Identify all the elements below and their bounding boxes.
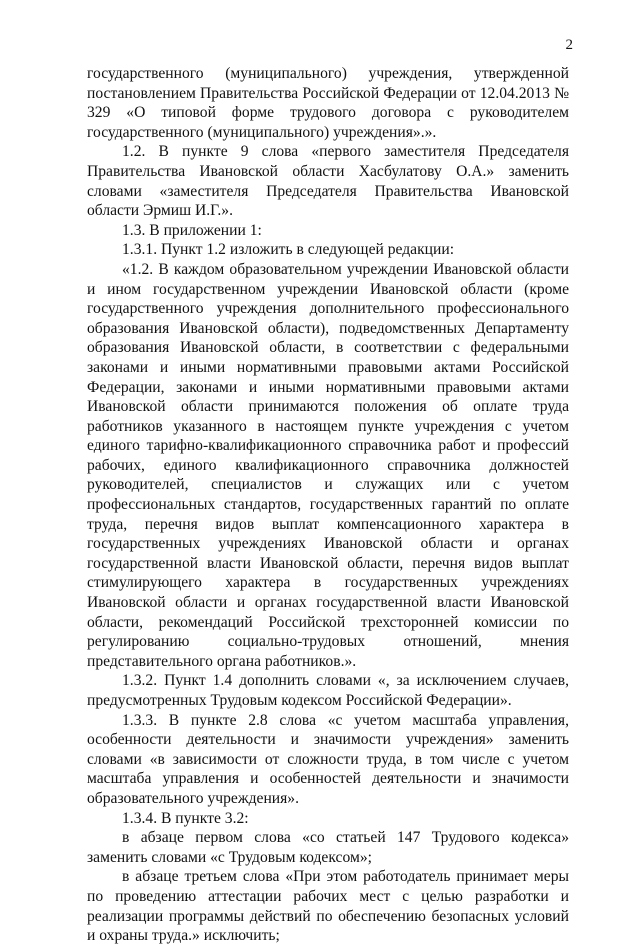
paragraph-intro: государственного (муниципального) учреждения, утвержденной постановлением Правительства Российской Федерации от 12.04.2013 № 329 «О типовой форме трудового договора с руководителем государственного (муниципального) учреждения».». xyxy=(87,65,569,141)
page-number: 2 xyxy=(565,37,573,53)
paragraph-abzac-1: в абзаце первом слова «со статьей 147 Трудового кодекса» заменить словами «с Трудовым кодексом»; xyxy=(87,829,569,866)
paragraph-1-2: 1.2. В пункте 9 слова «первого заместителя Председателя Правительства Ивановской области Хасбулатову О.А.» заменить словами «заместителя Председателя Правительства Ивановской области Эрмиш И.Г.». xyxy=(87,143,569,220)
paragraph-1-3-2: 1.3.2. Пункт 1.4 дополнить словами «, за исключением случаев, предусмотренных Трудовым кодексом Российской Федерации». xyxy=(87,672,569,709)
paragraph-1-3-3: 1.3.3. В пункте 2.8 слова «с учетом масштаба управления, особенности деятельности и значимости учреждения» заменить словами «в зависимости от сложности труда, в том числе с учетом масштаба управления и особенностей деятельности и значимости образовательного учреждения». xyxy=(87,711,569,807)
paragraph-1-3: 1.3. В приложении 1: xyxy=(122,221,262,239)
paragraph-abzac-3: в абзаце третьем слова «При этом работодатель принимает меры по проведению аттестации рабочих мест с целью разработки и реализации программы действий по обеспечению безопасных условий и охраны труда.» исключить; xyxy=(87,868,569,945)
paragraph-1-3-1: 1.3.1. Пункт 1.2 изложить в следующей редакции: xyxy=(122,241,455,259)
document-body xyxy=(87,64,569,946)
paragraph-quote-1-2: «1.2. В каждом образовательном учреждении Ивановской области и ином государственном учреждении Ивановской области (кроме государственного учреждения дополнительного профессионального образования Ивановской области), подведомственных Департаменту образования Ивановской области, в соответствии с федеральными законами и иными нормативными правовыми актами Российской Федерации, законами и иными нормативными правовыми актами Ивановской области принимаются положения об оплате труда работников указанного в настоящем пункте учреждения с учетом единого тарифно-квалификационного справочника работ и профессий рабочих, единого квалификационного справочника должностей руководителей, специалистов и служащих или с учетом профессиональных стандартов, государственных гарантий по оплате труда, перечня видов выплат компенсационного характера в государственных учреждениях Ивановской области и органах государственной власти Ивановской области, перечня видов выплат стимулирующего характера в государственных учреждениях Ивановской области и органах государственной власти Ивановской области, рекомендаций Российской трехсторонней комиссии по регулированию социально-трудовых отношений, мнения представительного органа работников.». xyxy=(87,260,569,670)
paragraph-1-3-4: 1.3.4. В пункте 3.2: xyxy=(122,809,249,827)
